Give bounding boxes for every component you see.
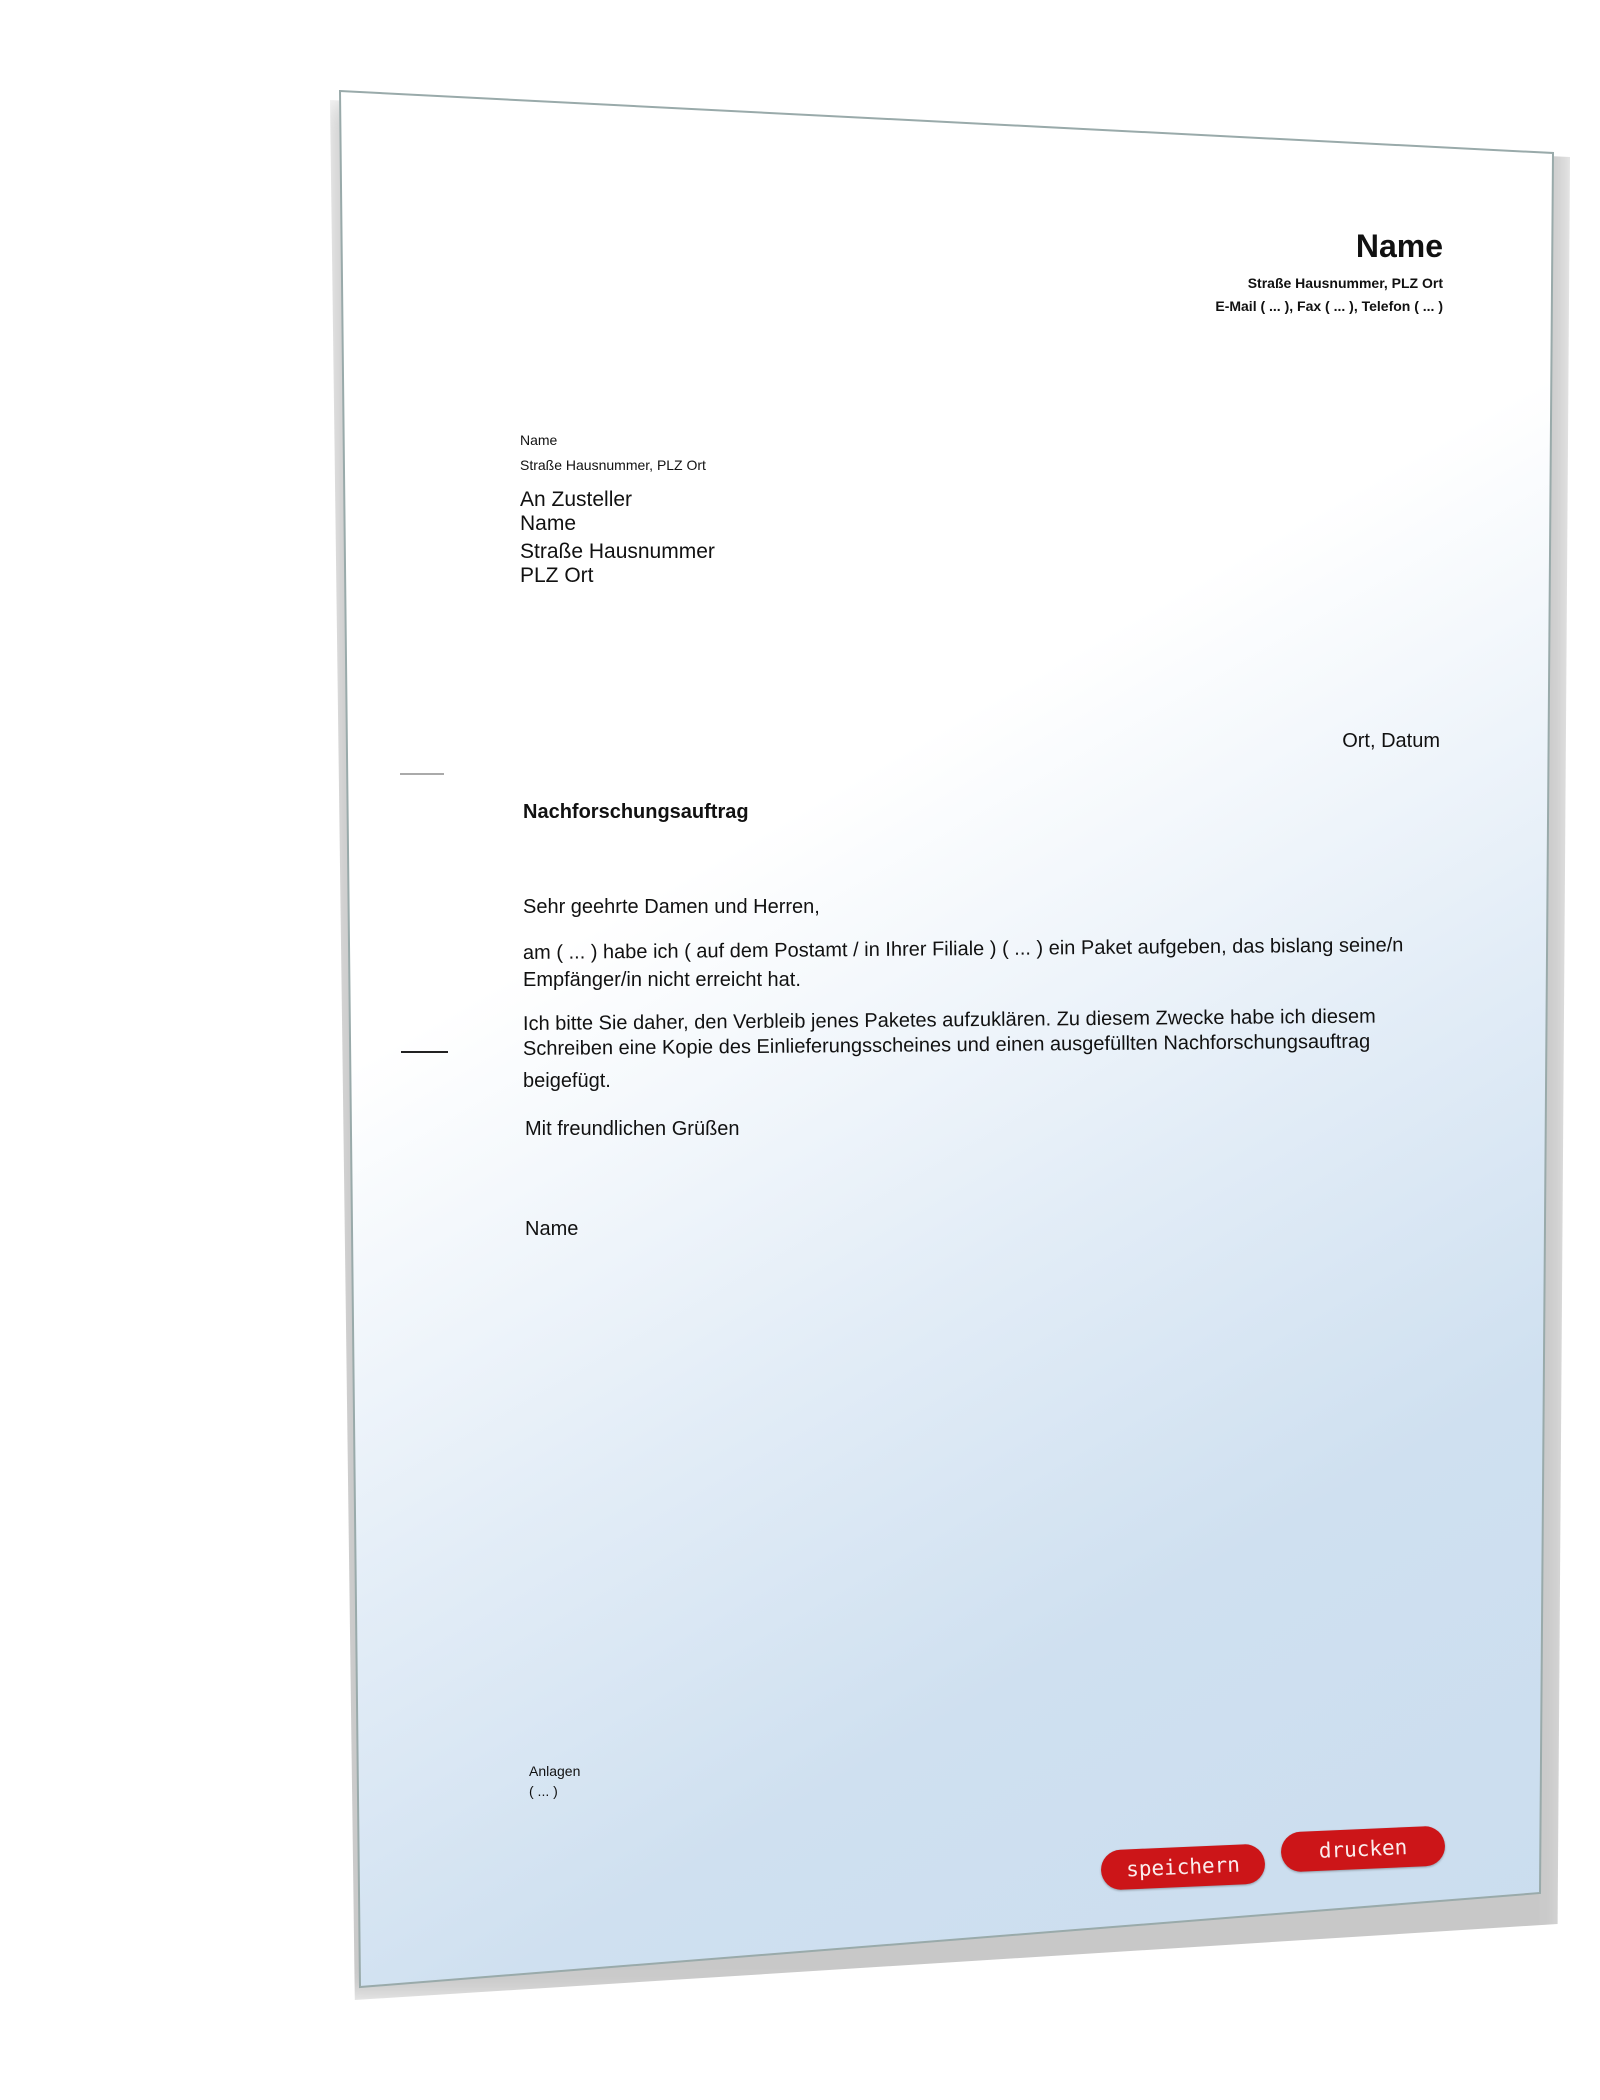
paragraph-line: beigefügt. bbox=[523, 1070, 611, 1092]
paragraph-line: Ich bitte Sie daher, den Verbleib jenes Paketes aufzuklären. Zu diesem Zwecke habe ich diesem bbox=[522, 1005, 1376, 1035]
place-date: Ort, Datum bbox=[1342, 730, 1440, 752]
print-button[interactable]: drucken bbox=[1280, 1825, 1446, 1872]
recipient-line: An Zusteller bbox=[520, 488, 633, 511]
recipient-line: Straße Hausnummer bbox=[520, 540, 715, 563]
sender-name: Name bbox=[520, 432, 558, 448]
fold-mark bbox=[400, 773, 444, 775]
attachments-label: Anlagen bbox=[529, 1763, 581, 1779]
sender-address: Straße Hausnummer, PLZ Ort bbox=[520, 457, 706, 473]
recipient-line: PLZ Ort bbox=[520, 564, 594, 587]
paragraph-line: Empfänger/in nicht erreicht hat. bbox=[523, 969, 801, 991]
attachments-value: ( ... ) bbox=[529, 1783, 558, 1799]
salutation: Sehr geehrte Damen und Herren, bbox=[523, 896, 820, 918]
save-button[interactable]: speichern bbox=[1100, 1843, 1266, 1890]
signature: Name bbox=[525, 1218, 579, 1240]
letterhead-name: Name bbox=[1355, 228, 1443, 264]
closing: Mit freundlichen Grüßen bbox=[525, 1118, 740, 1140]
paragraph-line: am ( ... ) habe ich ( auf dem Postamt / in Ihrer Filiale ) ( ... ) ein Paket aufgeben, das bislang seine/n bbox=[522, 934, 1404, 964]
letterhead-address: Straße Hausnummer, PLZ Ort bbox=[1247, 275, 1443, 291]
paragraph-line: Schreiben eine Kopie des Einlieferungsscheines und einen ausgefüllten Nachforschungsauftrag bbox=[522, 1030, 1371, 1060]
letterhead-contact: E-Mail ( ... ), Fax ( ... ), Telefon ( ... ) bbox=[1215, 298, 1443, 314]
subject: Nachforschungsauftrag bbox=[523, 801, 749, 823]
punch-mark bbox=[401, 1051, 448, 1053]
recipient-line: Name bbox=[520, 512, 577, 535]
